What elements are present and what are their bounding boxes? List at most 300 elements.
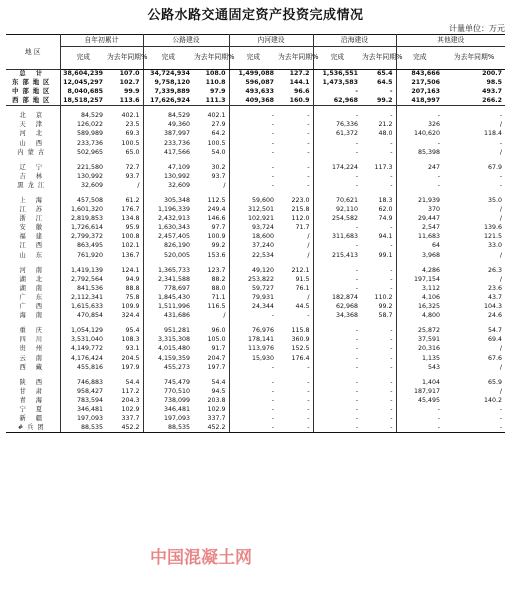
completed-value: - <box>396 172 443 181</box>
completed-value: - <box>313 182 361 191</box>
table-row <box>6 112 505 121</box>
completed-value: 1,473,583 <box>313 79 361 88</box>
completed-value: 761,920 <box>60 251 106 260</box>
yoy-value: 402.1 <box>207 112 226 120</box>
completed-value: - <box>396 139 443 148</box>
sub-header-yoy: 为去年同期% <box>106 47 143 70</box>
completed-value: 8,040,685 <box>60 88 106 97</box>
completed-value: 1,511,996 <box>143 303 193 312</box>
completed-value: 4,176,424 <box>60 354 106 363</box>
yoy-value: 200.7 <box>482 70 503 78</box>
completed-value: - <box>229 415 277 424</box>
yoy-value: 115.8 <box>291 327 310 335</box>
yoy-value: - <box>390 405 393 413</box>
table-row <box>6 397 505 406</box>
completed-value: 1,365,733 <box>143 266 193 275</box>
completed-value: 113,976 <box>229 345 277 354</box>
yoy-value: 121.5 <box>483 233 503 241</box>
yoy-value: 88.0 <box>211 284 226 292</box>
completed-value: 1,536,551 <box>313 70 361 79</box>
completed-value: 22,534 <box>229 251 277 260</box>
yoy-value: 99.9 <box>123 88 140 96</box>
sub-header-yoy: 为去年同期% <box>277 47 313 70</box>
completed-value: 493,633 <box>229 88 277 97</box>
completed-value: 84,529 <box>143 112 193 121</box>
completed-value: - <box>313 148 361 157</box>
table-row <box>6 233 505 242</box>
completed-value: - <box>229 406 277 415</box>
yoy-value: 35.0 <box>487 197 503 205</box>
yoy-value: 108.3 <box>121 336 140 344</box>
table-row <box>6 79 505 88</box>
yoy-value: / <box>499 148 503 156</box>
table-row <box>6 424 505 433</box>
yoy-value: 24.6 <box>487 312 503 320</box>
yoy-value: 69.3 <box>125 130 140 138</box>
yoy-value: - <box>499 405 503 413</box>
yoy-value: - <box>443 424 505 433</box>
yoy-value: - <box>390 387 393 395</box>
completed-value: 409,368 <box>229 97 277 106</box>
completed-value: 2,819,853 <box>60 215 106 224</box>
yoy-value: 102.1 <box>121 242 140 250</box>
region-name: 东部地区 <box>6 79 60 88</box>
yoy-value: 452.2 <box>193 424 229 433</box>
completed-value: 221,580 <box>60 163 106 172</box>
region-name: 河 北 <box>6 130 60 139</box>
table-row <box>6 215 505 224</box>
completed-value: - <box>229 121 277 130</box>
sub-header-yoy: 为去年同期% <box>193 47 229 70</box>
completed-value: 247 <box>396 163 443 172</box>
completed-value: 843,666 <box>396 70 443 79</box>
table-row <box>6 182 505 191</box>
region-header: 地 区 <box>6 35 60 70</box>
yoy-value: 88.2 <box>211 275 226 283</box>
completed-value: 431,686 <box>143 312 193 321</box>
completed-value: 1,601,320 <box>60 206 106 215</box>
completed-value: 126,022 <box>60 121 106 130</box>
yoy-value: - <box>307 112 310 120</box>
yoy-value: 360.9 <box>291 336 310 344</box>
yoy-value: 23.5 <box>125 121 140 129</box>
completed-value: 2,457,405 <box>143 233 193 242</box>
completed-value: 207,163 <box>396 88 443 97</box>
completed-value: 12,045,297 <box>60 79 106 88</box>
completed-value: 2,432,913 <box>143 215 193 224</box>
completed-value: 59,600 <box>229 197 277 206</box>
completed-value: 1,615,633 <box>60 303 106 312</box>
completed-value: 746,883 <box>60 378 106 387</box>
yoy-value: 65.9 <box>487 378 503 386</box>
yoy-value: / <box>223 312 226 320</box>
yoy-value: 493.7 <box>482 88 503 96</box>
completed-value: 76,976 <box>229 327 277 336</box>
completed-value: 370 <box>396 206 443 215</box>
completed-value: 1,726,614 <box>60 224 106 233</box>
yoy-value: - <box>390 172 393 180</box>
completed-value: - <box>229 312 277 321</box>
table-row <box>6 336 505 345</box>
completed-value: 1,630,343 <box>143 224 193 233</box>
yoy-value: 72.7 <box>125 163 140 171</box>
table-row <box>6 163 505 172</box>
region-name: 总 计 <box>6 70 60 79</box>
yoy-value: 144.1 <box>289 78 310 86</box>
completed-value: 215,413 <box>313 251 361 260</box>
yoy-value: - <box>499 181 503 189</box>
yoy-value: / <box>499 387 503 395</box>
table-row <box>6 197 505 206</box>
completed-value: 49,120 <box>229 266 277 275</box>
yoy-value: - <box>390 415 393 423</box>
yoy-value: / <box>499 275 503 283</box>
yoy-value: 58.7 <box>378 312 393 320</box>
yoy-value: 62.0 <box>378 206 393 214</box>
yoy-value: 105.0 <box>207 336 226 344</box>
yoy-value: 197.7 <box>207 363 226 371</box>
yoy-value: / <box>499 215 503 223</box>
yoy-value: 127.2 <box>289 70 310 78</box>
completed-value: 45,495 <box>396 397 443 406</box>
yoy-value: 71.7 <box>295 224 310 232</box>
completed-value: 24,344 <box>229 303 277 312</box>
completed-value: 1,135 <box>396 354 443 363</box>
sub-header-completed: 完成 <box>396 47 443 70</box>
yoy-value: 97.9 <box>209 88 226 96</box>
yoy-value: 203.8 <box>207 396 226 404</box>
group-header-inland: 内河建设 <box>229 35 313 47</box>
yoy-value: - <box>499 139 503 147</box>
completed-value: 4,159,359 <box>143 354 193 363</box>
table-row <box>6 354 505 363</box>
yoy-value: 102.9 <box>207 405 226 413</box>
completed-value: 93,724 <box>229 224 277 233</box>
yoy-value: 452.2 <box>106 424 143 433</box>
completed-value: 178,141 <box>229 336 277 345</box>
table-row <box>6 294 505 303</box>
yoy-value: - <box>390 363 393 371</box>
yoy-value: 95.9 <box>125 224 140 232</box>
yoy-value: 96.0 <box>211 327 226 335</box>
yoy-value: - <box>307 148 310 156</box>
completed-value: 841,536 <box>60 284 106 293</box>
completed-value: - <box>313 242 361 251</box>
yoy-value: 94.5 <box>211 387 226 395</box>
yoy-value: - <box>390 336 393 344</box>
region-name: 安 徽 <box>6 224 60 233</box>
completed-value: - <box>229 172 277 181</box>
completed-value: 4,800 <box>396 312 443 321</box>
yoy-value: 33.0 <box>487 242 503 250</box>
yoy-value: 112.0 <box>291 215 310 223</box>
yoy-value: - <box>390 112 393 120</box>
yoy-value: 91.5 <box>295 275 310 283</box>
group-header-ytd: 自年初累计 <box>60 35 143 47</box>
yoy-value: - <box>307 163 310 171</box>
region-name: 西 藏 <box>6 363 60 372</box>
region-name: 西部地区 <box>6 97 60 106</box>
watermark: 中国混凝土网 <box>150 548 252 568</box>
completed-value: 62,968 <box>313 303 361 312</box>
yoy-value: - <box>390 396 393 404</box>
completed-value: 520,005 <box>143 251 193 260</box>
completed-value: 3,968 <box>396 251 443 260</box>
completed-value: 197,093 <box>143 415 193 424</box>
yoy-value: 146.6 <box>207 215 226 223</box>
yoy-value: - <box>307 181 310 189</box>
yoy-value: 99.2 <box>361 97 396 106</box>
yoy-value: 100.5 <box>121 139 140 147</box>
table-row <box>6 251 505 260</box>
completed-value: - <box>313 336 361 345</box>
completed-value: 1,054,129 <box>60 327 106 336</box>
region-name: 上 海 <box>6 197 60 206</box>
table-row <box>6 345 505 354</box>
yoy-value: - <box>361 424 396 433</box>
table-row <box>6 242 505 251</box>
completed-value: 826,190 <box>143 242 193 251</box>
completed-value: 783,594 <box>60 397 106 406</box>
completed-value: 502,965 <box>60 148 106 157</box>
completed-value: 770,510 <box>143 387 193 396</box>
table-row <box>6 148 505 157</box>
completed-value: - <box>313 224 361 233</box>
yoy-value: - <box>499 415 503 423</box>
yoy-value: - <box>390 224 393 232</box>
region-name: 青 海 <box>6 397 60 406</box>
region-name: 重 庆 <box>6 327 60 336</box>
completed-value: 38,604,239 <box>60 70 106 79</box>
completed-value: 745,479 <box>143 378 193 387</box>
yoy-value: - <box>390 345 393 353</box>
completed-value: 7,339,889 <box>143 88 193 97</box>
yoy-value: - <box>307 312 310 320</box>
completed-value: 197,154 <box>396 275 443 284</box>
table-row <box>6 172 505 181</box>
completed-value: 21,939 <box>396 197 443 206</box>
completed-value: 346,481 <box>143 406 193 415</box>
yoy-value: 65.4 <box>376 70 393 78</box>
completed-value: 37,240 <box>229 242 277 251</box>
table-row <box>6 224 505 233</box>
completed-value: 140,620 <box>396 130 443 139</box>
yoy-value: 99.2 <box>378 303 393 311</box>
completed-value: 253,822 <box>229 275 277 284</box>
completed-value: 863,495 <box>60 242 106 251</box>
completed-value: - <box>313 284 361 293</box>
completed-value: 305,348 <box>143 197 193 206</box>
yoy-value: 30.2 <box>211 163 226 171</box>
yoy-value: 75.8 <box>125 293 140 301</box>
completed-value: 387,997 <box>143 130 193 139</box>
completed-value: 3,315,308 <box>143 336 193 345</box>
region-name: 湖 北 <box>6 275 60 284</box>
table-row <box>6 387 505 396</box>
yoy-value: 102.9 <box>121 405 140 413</box>
completed-value: 470,854 <box>60 312 106 321</box>
completed-value: 455,816 <box>60 363 106 372</box>
completed-value: 15,930 <box>229 354 277 363</box>
group-header-coastal: 沿海建设 <box>313 35 396 47</box>
yoy-value: 93.7 <box>125 172 140 180</box>
yoy-value: 113.6 <box>106 97 143 106</box>
region-name: 北 京 <box>6 112 60 121</box>
table-row <box>6 378 505 387</box>
region-name: 辽 宁 <box>6 163 60 172</box>
yoy-value: 44.5 <box>295 303 310 311</box>
yoy-value: 26.3 <box>487 266 503 274</box>
completed-value: 62,968 <box>313 97 361 106</box>
region-name: 湖 南 <box>6 284 60 293</box>
completed-value: 2,112,341 <box>60 294 106 303</box>
yoy-value: 337.7 <box>207 415 226 423</box>
yoy-value: - <box>307 139 310 147</box>
region-name: #兵团 <box>6 424 60 433</box>
completed-value: 1,845,430 <box>143 294 193 303</box>
yoy-value: 266.2 <box>443 97 505 106</box>
completed-value: - <box>229 139 277 148</box>
completed-value: 174,224 <box>313 163 361 172</box>
completed-value: 47,109 <box>143 163 193 172</box>
completed-value: 233,736 <box>60 139 106 148</box>
yoy-value: / <box>307 293 310 301</box>
completed-value: - <box>396 182 443 191</box>
completed-value: 18,600 <box>229 233 277 242</box>
completed-value: 958,427 <box>60 387 106 396</box>
completed-value: 79,931 <box>229 294 277 303</box>
completed-value: 2,341,588 <box>143 275 193 284</box>
completed-value: 130,992 <box>60 172 106 181</box>
yoy-value: 27.9 <box>211 121 226 129</box>
region-name: 中部地区 <box>6 88 60 97</box>
yoy-value: / <box>137 181 140 189</box>
yoy-value: 65.0 <box>125 148 140 156</box>
sub-header-completed: 完成 <box>60 47 106 70</box>
yoy-value: 109.9 <box>121 303 140 311</box>
yoy-value: 61.2 <box>125 197 140 205</box>
yoy-value: - <box>390 242 393 250</box>
page-title: 公路水路交通固定资产投资完成情况 <box>147 8 364 23</box>
completed-value: 59,727 <box>229 284 277 293</box>
completed-value: 217,506 <box>396 79 443 88</box>
region-name: 四 川 <box>6 336 60 345</box>
region-name: 新 疆 <box>6 415 60 424</box>
completed-value: 417,566 <box>143 148 193 157</box>
completed-value: 32,609 <box>60 182 106 191</box>
region-name: 贵 州 <box>6 345 60 354</box>
completed-value: - <box>396 112 443 121</box>
completed-value: 17,626,924 <box>143 97 193 106</box>
yoy-value: 107.0 <box>119 70 140 78</box>
completed-value: - <box>396 406 443 415</box>
yoy-value: 54.7 <box>487 327 503 335</box>
completed-value: - <box>229 397 277 406</box>
yoy-value: - <box>390 275 393 283</box>
unit-label: 计量单位：万元 <box>449 24 505 33</box>
yoy-value: - <box>307 378 310 386</box>
yoy-value: 74.9 <box>378 215 393 223</box>
region-name: 天 津 <box>6 121 60 130</box>
yoy-value: 64.5 <box>376 78 393 86</box>
completed-value: 20,316 <box>396 345 443 354</box>
yoy-value: 108.0 <box>205 70 226 78</box>
yoy-value: 94.1 <box>378 233 393 241</box>
completed-value: 312,501 <box>229 206 277 215</box>
yoy-value: - <box>307 121 310 129</box>
yoy-value: / <box>223 181 226 189</box>
completed-value: 25,872 <box>396 327 443 336</box>
completed-value: - <box>396 424 443 433</box>
completed-value: - <box>229 112 277 121</box>
completed-value: 29,447 <box>396 215 443 224</box>
completed-value: 2,547 <box>396 224 443 233</box>
yoy-value: - <box>307 172 310 180</box>
completed-value: 311,683 <box>313 233 361 242</box>
completed-value: 70,621 <box>313 197 361 206</box>
completed-value: 64 <box>396 242 443 251</box>
completed-value: 418,997 <box>396 97 443 106</box>
completed-value: - <box>313 406 361 415</box>
region-name: 山 东 <box>6 251 60 260</box>
completed-value: 2,799,372 <box>60 233 106 242</box>
completed-value: - <box>229 363 277 372</box>
region-name: 宁 夏 <box>6 406 60 415</box>
yoy-value: - <box>307 130 310 138</box>
completed-value: 88,535 <box>60 424 106 433</box>
completed-value: 455,273 <box>143 363 193 372</box>
completed-value: - <box>396 415 443 424</box>
yoy-value: 64.2 <box>211 130 226 138</box>
completed-value: 596,087 <box>229 79 277 88</box>
yoy-value: 118.4 <box>483 130 503 138</box>
completed-value: 326 <box>396 121 443 130</box>
completed-value: 37,591 <box>396 336 443 345</box>
yoy-value: / <box>499 251 503 259</box>
yoy-value: 152.5 <box>291 345 310 353</box>
completed-value: 11,683 <box>396 233 443 242</box>
sub-header-yoy: 为去年同期% <box>443 47 505 70</box>
yoy-value: 54.0 <box>211 148 226 156</box>
completed-value: 778,697 <box>143 284 193 293</box>
completed-value: 49,360 <box>143 121 193 130</box>
yoy-value: 112.5 <box>207 197 226 205</box>
completed-value: 543 <box>396 363 443 372</box>
completed-value: 9,758,120 <box>143 79 193 88</box>
table-row <box>6 206 505 215</box>
completed-value: - <box>229 163 277 172</box>
yoy-value: - <box>390 148 393 156</box>
sub-header-completed: 完成 <box>313 47 361 70</box>
completed-value: 61,372 <box>313 130 361 139</box>
region-name: 吉 林 <box>6 172 60 181</box>
completed-value: 1,404 <box>396 378 443 387</box>
table-row <box>6 275 505 284</box>
completed-value: - <box>313 363 361 372</box>
yoy-value: - <box>307 363 310 371</box>
completed-value: 76,336 <box>313 121 361 130</box>
yoy-value: 67.9 <box>487 163 503 171</box>
yoy-value: - <box>390 181 393 189</box>
yoy-value: 139.6 <box>483 224 503 232</box>
yoy-value: / <box>499 121 503 129</box>
yoy-value: 43.7 <box>487 293 503 301</box>
yoy-value: 110.2 <box>374 293 393 301</box>
completed-value: - <box>313 345 361 354</box>
table-row <box>6 406 505 415</box>
completed-value: 130,992 <box>143 172 193 181</box>
yoy-value: - <box>390 266 393 274</box>
